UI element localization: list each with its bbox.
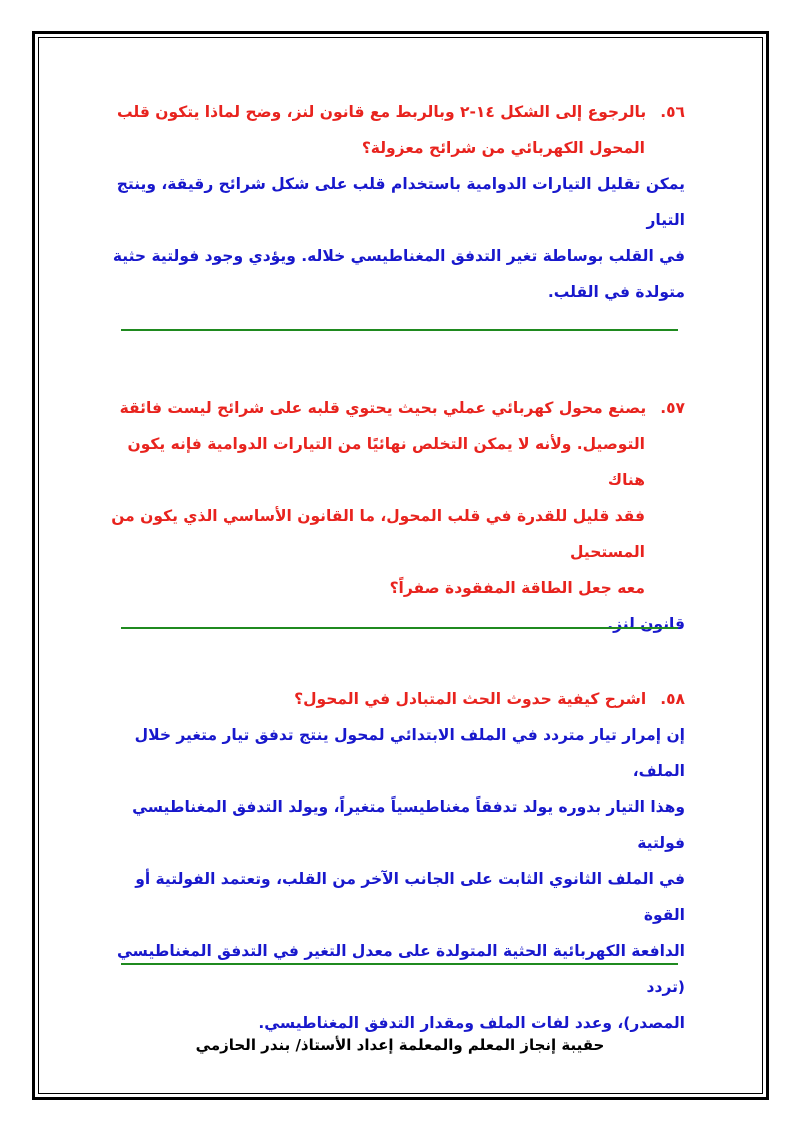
answer-58 [110,717,685,1041]
answer-57 [110,606,685,642]
question-56-line-2: المحول الكهربائي من شرائح معزولة؟ [361,139,645,157]
question-57-line-3: فقد قليل للقدرة في قلب المحول، ما القانون الأساسي الذي يكون من المستحيل [111,507,645,561]
question-58-number: ٥٨. [660,690,685,708]
divider-1 [121,329,678,331]
question-57-number: ٥٧. [660,399,685,417]
question-56-number: ٥٦. [660,103,685,121]
answer-58-line-2: وهذا التيار بدوره يولد تدفقاً مغناطيسياً متغيراً، ويولد التدفق المغناطيسي فولتية [132,798,685,852]
question-57 [110,390,685,606]
divider-2 [121,627,678,629]
answer-56 [110,166,685,310]
question-58-line-1: اشرح كيفية حدوث الحث المتبادل في المحول؟ [294,690,647,708]
answer-57-text: قانون لنز. [607,615,685,633]
question-56-block [110,94,685,310]
question-57-line-4: معه جعل الطاقة المفقودة صفراً؟ [389,579,645,597]
question-56 [110,94,685,166]
answer-56-line-2: في القلب بوساطة تغير التدفق المغناطيسي خلاله. ويؤدي وجود فولتية حثية [112,247,685,265]
answer-58-line-1: إن إمرار تيار متردد في الملف الابتدائي لمحول ينتج تدفق تيار متغير خلال الملف، [134,726,685,780]
answer-56-line-3: متولدة في القلب. [547,283,685,301]
answer-58-line-4: الدافعة الكهربائية الحثية المتولدة على معدل التغير في التدفق المغناطيسي (تردد [116,942,685,996]
page-footer: حقيبة إنجاز المعلم والمعلمة إعداد الأستاذ/ بندر الحازمي [195,1036,605,1054]
answer-58-line-3: في الملف الثانوي الثابت على الجانب الآخر من القلب، وتعتمد الفولتية أو القوة [135,870,685,924]
question-57-line-2: التوصيل. ولأنه لا يمكن التخلص نهائيًا من التيارات الدوامية فإنه يكون هناك [127,435,645,489]
question-58-block [110,681,685,1041]
divider-3 [121,963,678,965]
question-58 [110,681,685,717]
answer-58-line-5: المصدر)، وعدد لفات الملف ومقدار التدفق المغناطيسي. [258,1014,685,1032]
question-56-line-1: بالرجوع إلى الشكل ١٤-٢ وبالربط مع قانون لنز، وضح لماذا يتكون قلب [117,103,647,121]
answer-56-line-1: يمكن تقليل التيارات الدوامية باستخدام قلب على شكل شرائح رقيقة، وينتج التيار [116,175,685,229]
question-57-block [110,390,685,642]
question-57-line-1: يصنع محول كهربائي عملي بحيث يحتوي قلبه على شرائح ليست فائقة [119,399,647,417]
